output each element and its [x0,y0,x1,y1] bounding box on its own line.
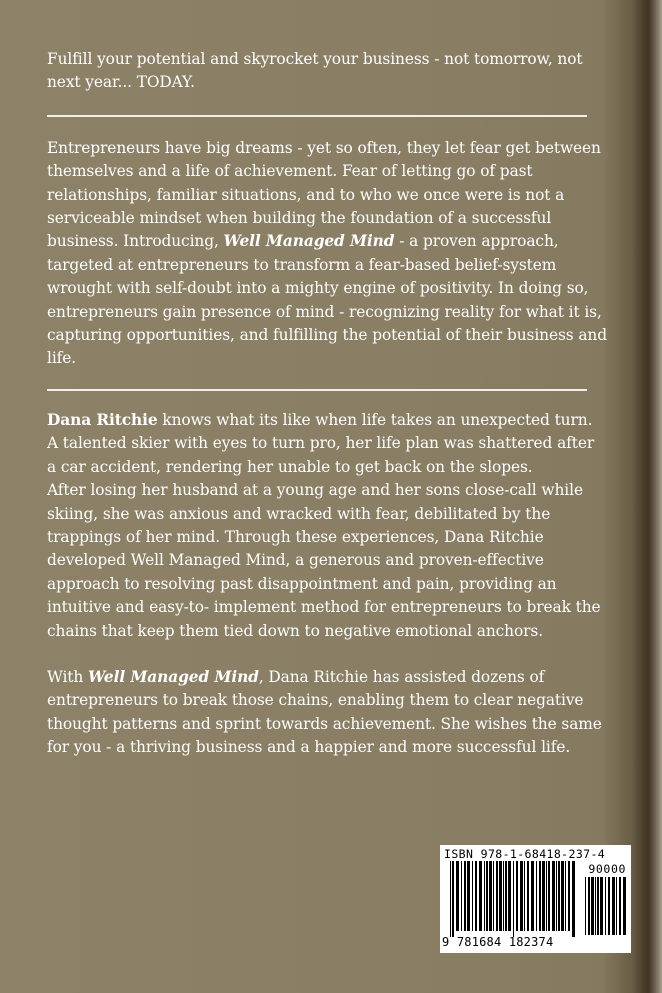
barcode-bar [450,861,451,937]
divider-top [47,115,587,117]
barcode-bar [558,861,560,931]
barcode-bar [493,861,494,931]
addon-bars [585,877,627,937]
barcode-bar [588,877,590,935]
ean-number: 9 781684 182374 [442,935,554,949]
barcode-bar [489,861,492,931]
barcode-bar [499,861,502,931]
barcode-bar [572,861,575,937]
author-bio [47,409,607,643]
barcode-bar [539,861,541,931]
barcode-bar [503,861,504,931]
barcode-bar [605,877,606,935]
barcode-bar [536,861,537,931]
closing-intro: With [47,667,88,686]
barcode-bar [467,861,470,931]
barcode-bar [496,861,498,931]
barcode-bar [486,861,488,931]
isbn-barcode [440,845,631,953]
barcode-bar [597,877,599,935]
barcode-bar [612,877,615,935]
barcode-bar [452,861,454,937]
price-code: 90000 [588,862,626,876]
closing-rest: , Dana Ritchie has assisted dozens of entrepreneurs to break those chains, enabling them to clear negative thought patterns and sprint towards achievement. She wishes the same for you - a thriving business and a happier and more successful life. [47,667,602,757]
barcode-bar [619,877,621,935]
author-bio-line1: knows what its like when life takes an unexpected turn. A talented skier with eyes to turn pro, her life plan was shattered after a car accident, rendering her unable to get back on the slopes. [47,410,595,476]
barcode-bar [531,861,534,931]
barcode-bar [484,861,485,931]
barcode-bar [520,861,523,931]
description-intro: Entrepreneurs have big dreams - yet so often, they let fear get between themselves and a life of achievement. Fear of letting go of past relationships, familiar situations, and to who we once were is not a serviceable mindset when building the foundation of a successful business. Introducing, [47,138,601,251]
barcode-bar [542,861,545,931]
tagline: Fulfill your potential and skyrocket your business - not tomorrow, not next year... TODAY. [47,50,583,92]
back-cover-text [47,48,607,760]
barcode-bar [595,877,596,935]
barcode-bar [479,861,482,931]
barcode-bar [461,861,462,931]
closing-book-title: Well Managed Mind [87,667,259,686]
barcode-bar [552,861,555,931]
spine-shadow [632,0,662,993]
barcode-bar [472,861,473,931]
barcode-bar [456,861,459,931]
barcode-bar [616,877,617,935]
barcode-bar [600,877,603,935]
barcode-bar [527,861,529,931]
barcode-bar [561,861,564,931]
barcode-bar [524,861,525,931]
barcode-bar [464,861,466,931]
isbn-number: ISBN 978-1-68418-237-4 [444,847,606,861]
barcode-bar [556,861,557,931]
barcode-bar [475,861,477,931]
barcode-bar [565,861,566,931]
author-name: Dana Ritchie [47,410,158,429]
book-description [47,137,607,371]
ean-bars [450,861,578,937]
divider-middle [47,389,587,391]
barcode-bar [585,877,586,935]
closing-paragraph [47,666,607,760]
barcode-bar [516,861,518,931]
barcode-bar [508,861,511,931]
barcode-bar [546,861,547,931]
description-rest: - a proven approach, targeted at entrepreneurs to transform a fear-based belief-system wrought with self-doubt into a mighty engine of positivity. In doing so, entrepreneurs gain presence of mind - recognizing reality for what it is, capturing opportunities, and fulfilling the potential of their business and life. [47,232,607,368]
author-bio-line2: After losing her husband at a young age and her sons close-call while skiing, she was anxious and wracked with fear, debilitated by the trappings of her mind. Through these experiences, Dana Ritchie developed Well Managed Mind, a generous and proven-effective approach to resolving past disappointment and pain, providing an intuitive and easy-to- implement method for entrepreneurs to break the chains that keep them tied down to negative emotional anchors. [47,481,601,640]
barcode-bar [608,877,610,935]
barcode-bar [513,861,514,937]
barcode-bar [568,861,570,931]
barcode-bar [623,877,626,935]
barcode-bar [548,861,550,931]
barcode-bar [591,877,594,935]
barcode-bar [505,861,507,931]
book-title-emphasis: Well Managed Mind [223,232,395,251]
